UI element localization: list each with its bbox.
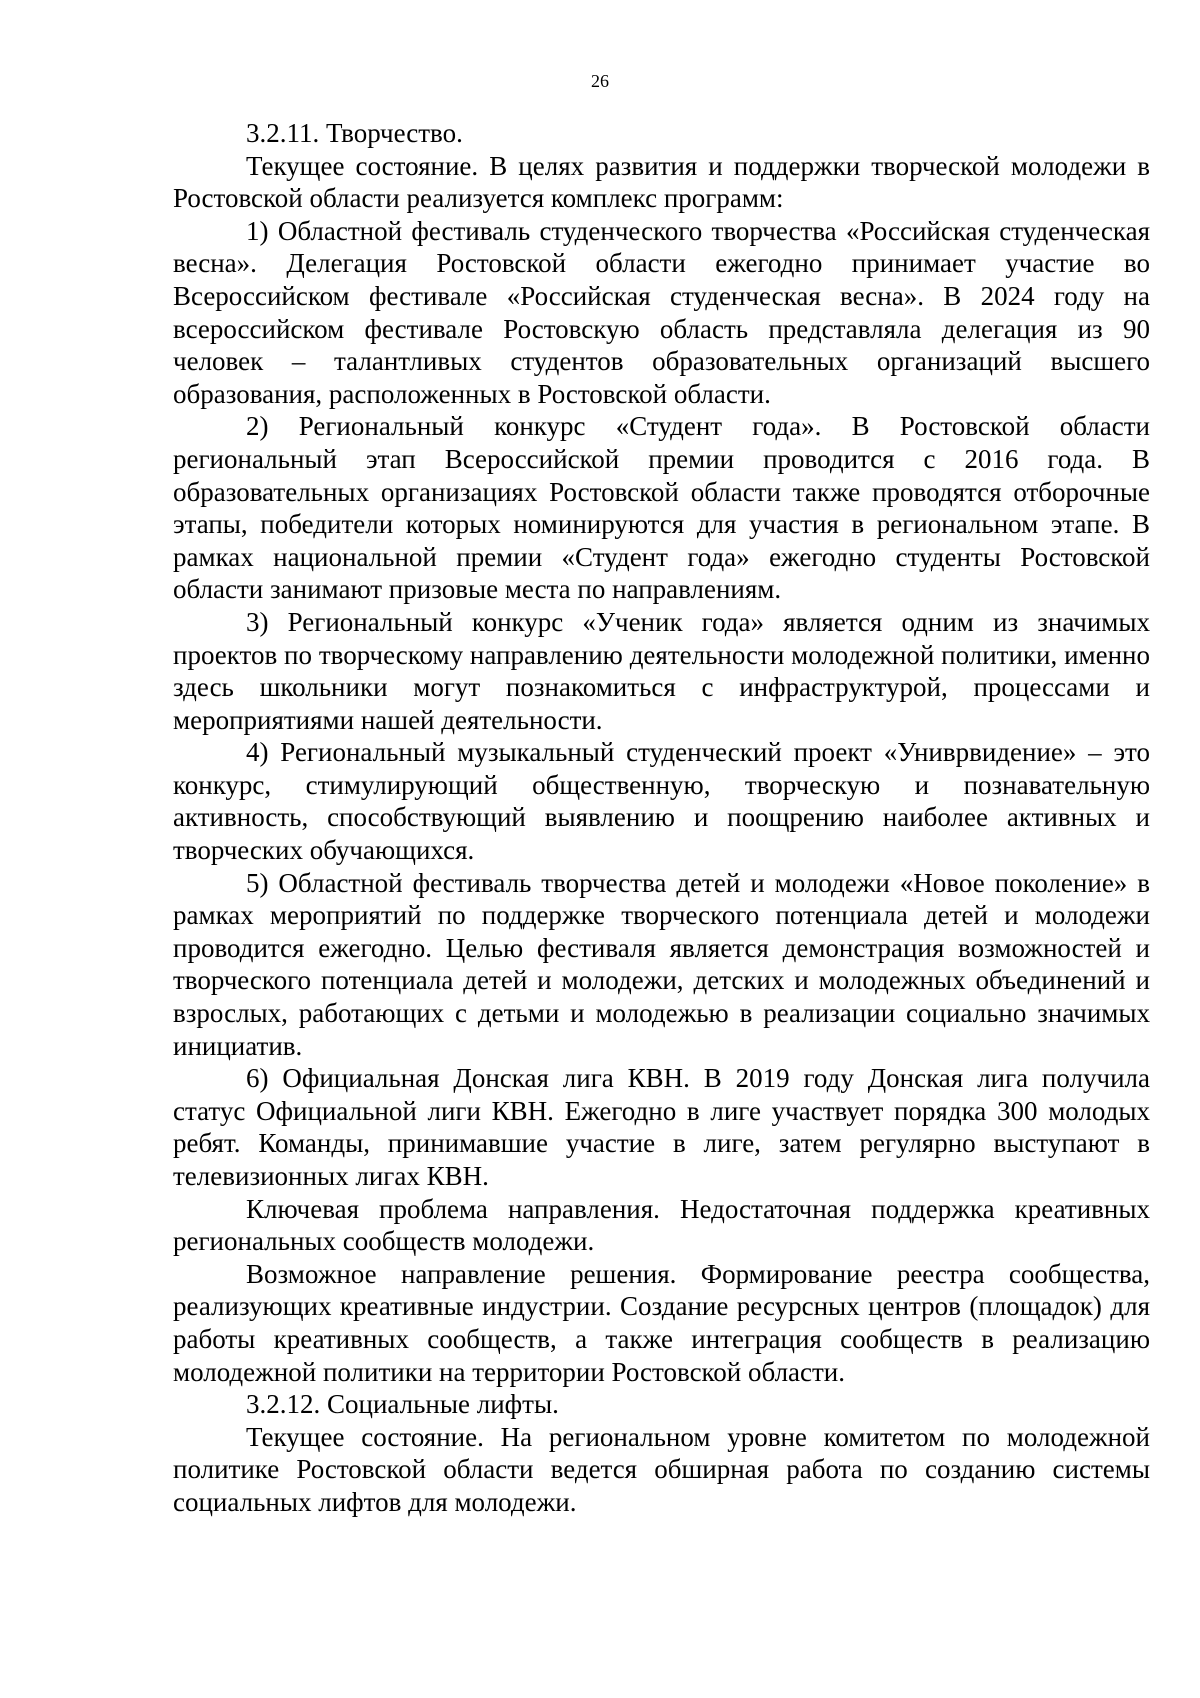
paragraph-possible-solution: Возможное направление решения. Формирование реестра сообщества, реализующих креативные индустрии. Создание ресурсных центров (площадок) для работы креативных сообществ, а также интеграция сообществ в реализацию молодежной политики на территории Ростовской области. bbox=[173, 1258, 1150, 1387]
section-heading-social-lifts: 3.2.12. Социальные лифты. bbox=[246, 1389, 559, 1420]
paragraph-social-lifts-state: Текущее состояние. На региональном уровне комитетом по молодежной политике Ростовской области ведется обширная работа по созданию системы социальных лифтов для молодежи. bbox=[173, 1421, 1150, 1517]
list-item-new-generation: 5) Областной фестиваль творчества детей и молодежи «Новое поколение» в рамках мероприятий по поддержке творческого потенциала детей и молодежи проводится ежегодно. Целью фестиваля является демонстрация возможностей и творческого потенциала детей и молодежи, детских и молодежных объединений и взрослых, работающих с детьми и молодежью в реализации социально значимых инициатив. bbox=[173, 867, 1150, 1061]
section-heading-creativity: 3.2.11. Творчество. bbox=[246, 118, 463, 148]
list-item-student-of-year: 2) Региональный конкурс «Студент года». В Ростовской области региональный этап Всероссийской премии проводится с 2016 года. В образовательных организациях Ростовской области также проводятся отборочные этапы, победители которых номинируются для участия в региональном этапе. В рамках национальной премии «Студент года» ежегодно студенты Ростовской области занимают призовые места по направлениям. bbox=[173, 411, 1150, 605]
list-item-student-spring: 1) Областной фестиваль студенческого творчества «Российская студенческая весна». Делегация Ростовской области ежегодно принимает участие во Всероссийском фестивале «Российская студенческая весна». В 2024 году на всероссийском фестивале Ростовскую область представляла делегация из 90 человек – талантливых студентов образовательных организаций высшего образования, расположенных в Ростовской области. bbox=[173, 215, 1150, 409]
document-body bbox=[173, 117, 1150, 1519]
list-item-kvn-league: 6) Официальная Донская лига КВН. В 2019 году Донская лига получила статус Официальной лиги КВН. Ежегодно в лиге участвует порядка 300 молодых ребят. Команды, принимавшие участие в лиге, затем регулярно выступают в телевизионных лигах КВН. bbox=[173, 1063, 1150, 1191]
paragraph-key-problem: Ключевая проблема направления. Недостаточная поддержка креативных региональных сообществ молодежи. bbox=[173, 1193, 1150, 1257]
paragraph-current-state: Текущее состояние. В целях развития и поддержки творческой молодежи в Ростовской области реализуется комплекс программ: bbox=[173, 150, 1150, 214]
page-number: 26 bbox=[591, 71, 609, 91]
list-item-univervision: 4) Региональный музыкальный студенческий проект «Униврвидение» – это конкурс, стимулирующий общественную, творческую и познавательную активность, способствующий выявлению и поощрению наиболее активных и творческих обучающихся. bbox=[173, 737, 1150, 866]
list-item-pupil-of-year: 3) Региональный конкурс «Ученик года» является одним из значимых проектов по творческому направлению деятельности молодежной политики, именно здесь школьники могут познакомиться с инфраструктурой, процессами и мероприятиями нашей деятельности. bbox=[173, 606, 1150, 735]
